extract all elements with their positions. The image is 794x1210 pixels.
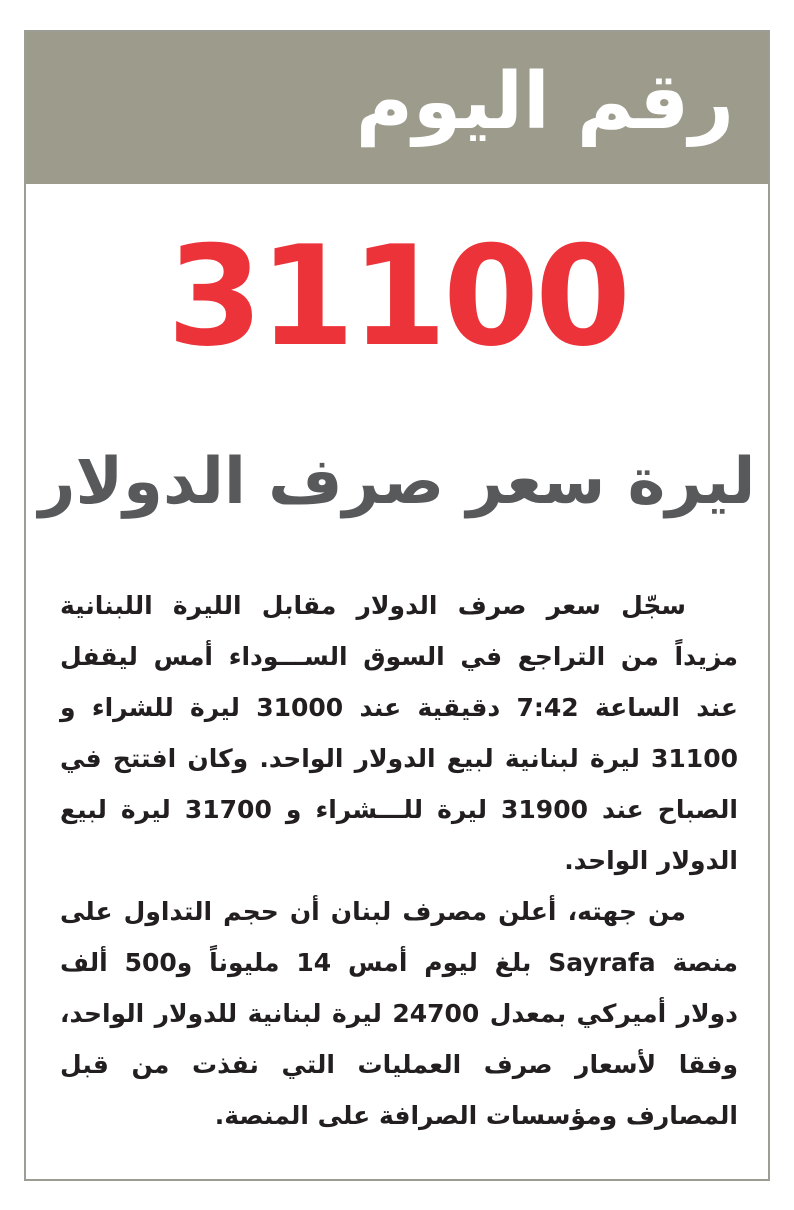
- highlight-number: 31100: [166, 216, 628, 377]
- header-band: [26, 32, 768, 184]
- article-paragraph: من جهته، أعلن مصرف لبنان أن حجم التداول على منصة Sayrafa بلغ ليوم أمس 14 مليوناً و500 ألف دولار أميركي بمعدل 24700 ليرة لبنانية للدولار الواحد، وفقا لأسعار صرف العمليات التي نفذت من قبل المصارف ومؤسسات الصرافة على المنصة.: [60, 897, 739, 1130]
- header-title: رقم اليوم: [355, 57, 734, 147]
- article-paragraph: سجّل سعر صرف الدولار مقابل الليرة اللبنانية مزيداً من التراجع في السوق الســـوداء أمس ليقفل عند الساعة 7:42 دقيقية عند 31000 ليرة للشراء و 31100 ليرة لبنانية لبيع الدولار الواحد. وكان افتتح في الصباح عند 31900 ليرة للـــشراء و 31700 ليرة لبيع الدولار الواحد.: [60, 591, 738, 875]
- daily-number-box: [24, 30, 770, 1181]
- article-body: [60, 580, 738, 1141]
- number-caption: ليرة سعر صرف الدولار: [38, 445, 756, 519]
